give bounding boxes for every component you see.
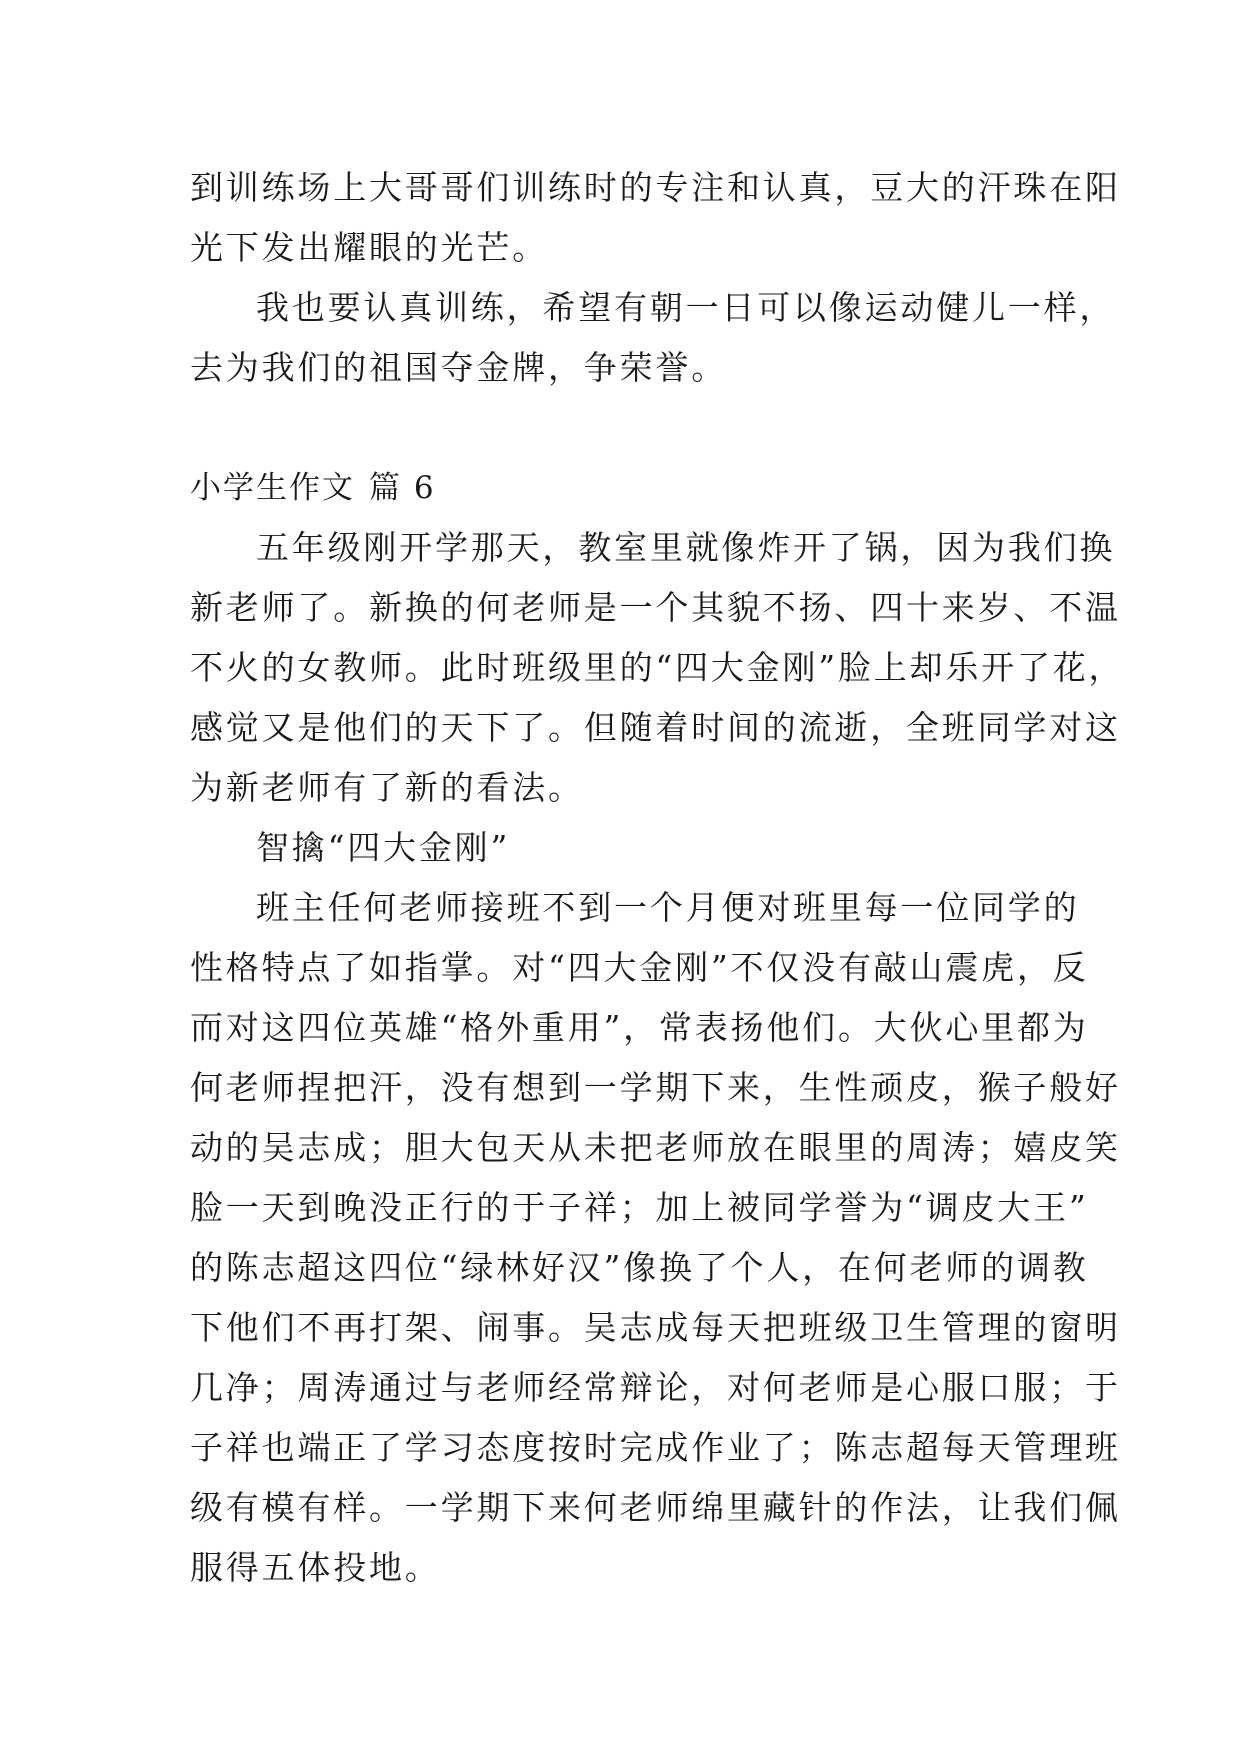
text-line: 何老师捏把汗，没有想到一学期下来，生性顽皮，猴子般好 bbox=[190, 1068, 1121, 1107]
text-line: 脸一天到晚没正行的于子祥；加上被同学誉为“调皮大王” bbox=[190, 1188, 1089, 1227]
paragraph-first-line: 五年级刚开学那天，教室里就像炸开了锅，因为我们换 bbox=[256, 528, 1116, 567]
text-line: 子祥也端正了学习态度按时完成作业了；陈志超每天管理班 bbox=[190, 1428, 1121, 1467]
subheading: 智擒“四大金刚” bbox=[256, 828, 511, 867]
paragraph-first-line: 我也要认真训练，希望有朝一日可以像运动健儿一样， bbox=[256, 288, 1116, 327]
text-line: 光下发出耀眼的光芒。 bbox=[190, 228, 548, 267]
section-title: 小学生作文 bbox=[190, 470, 355, 506]
text-line: 的陈志超这四位“绿林好汉”像换了个人，在何老师的调教 bbox=[190, 1248, 1089, 1287]
text-line: 不火的女教师。此时班级里的“四大金刚”脸上却乐开了花， bbox=[190, 648, 1125, 687]
text-line: 为新老师有了新的看法。 bbox=[190, 768, 584, 807]
text-line: 性格特点了如指掌。对“四大金刚”不仅没有敲山震虎，反 bbox=[190, 948, 1089, 987]
document-body bbox=[190, 158, 1125, 1598]
text-line: 服得五体投地。 bbox=[190, 1548, 441, 1587]
paragraph-first-line: 班主任何老师接班不到一个月便对班里每一位同学的 bbox=[256, 888, 1080, 927]
text-line: 下他们不再打架、闹事。吴志成每天把班级卫生管理的窗明 bbox=[190, 1308, 1121, 1347]
text-line: 而对这四位英雄“格外重用”，常表扬他们。大伙心里都为 bbox=[190, 1008, 1089, 1047]
text-line: 级有模有样。一学期下来何老师绵里藏针的作法，让我们佩 bbox=[190, 1488, 1121, 1527]
text-line: 感觉又是他们的天下了。但随着时间的流逝，全班同学对这 bbox=[190, 708, 1121, 747]
paragraph-gap bbox=[190, 398, 1050, 458]
section-heading bbox=[190, 458, 1050, 518]
section-number: 篇 6 bbox=[369, 470, 436, 506]
text-line: 去为我们的祖国夺金牌，争荣誉。 bbox=[190, 348, 727, 387]
text-line: 动的吴志成；胆大包天从未把老师放在眼里的周涛；嬉皮笑 bbox=[190, 1128, 1121, 1167]
text-line: 几净；周涛通过与老师经常辩论，对何老师是心服口服；于 bbox=[190, 1368, 1121, 1407]
text-line: 到训练场上大哥哥们训练时的专注和认真，豆大的汗珠在阳 bbox=[190, 168, 1121, 207]
text-line: 新老师了。新换的何老师是一个其貌不扬、四十来岁、不温 bbox=[190, 588, 1121, 627]
